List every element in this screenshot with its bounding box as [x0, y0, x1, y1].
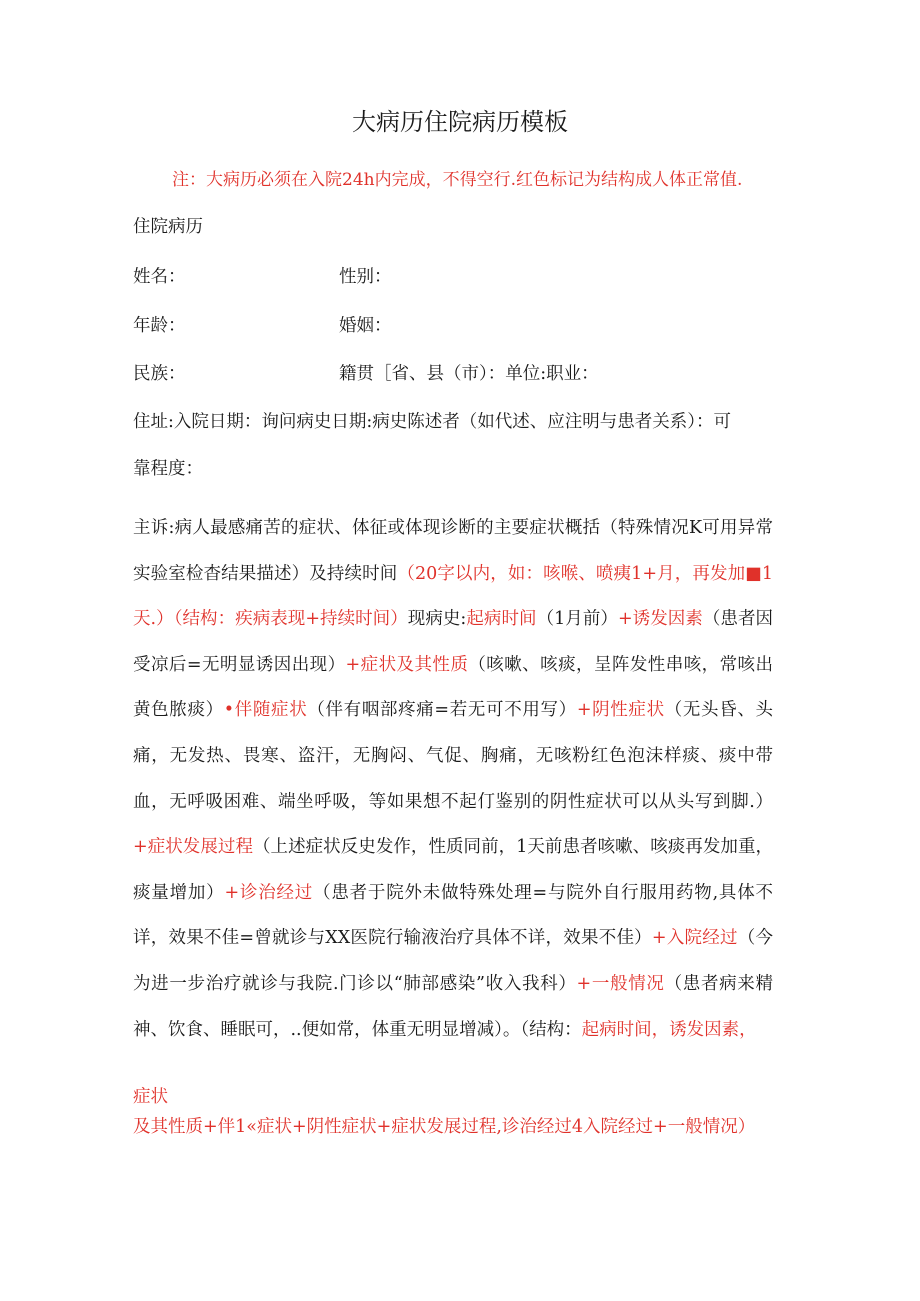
symptom-nature-label: +症状及其性质: [345, 654, 469, 675]
document-title: 大病历住院病历模板: [352, 108, 568, 136]
complaint-paragraph: [133, 506, 773, 1053]
notice-text: 注：大病历必须在入院24h内完成，不得空行.红色标记为结构成人体正常值.: [172, 170, 743, 190]
field-ethnicity: 民族：: [133, 364, 186, 384]
negative-symptom-label: +阴性症状: [576, 700, 665, 721]
onset-time-label: 起病时间: [466, 609, 537, 630]
field-sex: 性别：: [339, 267, 392, 287]
field-age: 年龄：: [133, 316, 186, 336]
treatment-example: （患者于院外未做特殊处理=与院外自行服用药物,具体不详，效果不佳=曾就诊与XX医院行输液治疗具体不详，效果不佳）: [133, 882, 773, 949]
accompanying-symptom-label: •伴随症状: [223, 700, 308, 721]
structure-note: 起病时间，诱发因素，: [581, 1019, 757, 1040]
field-address-line2: 靠程度：: [133, 459, 203, 479]
trigger-example: （患者因受凉后=无明显诱因出现）: [133, 609, 774, 675]
field-address-line1: 住址:入院日期：询问病史日期:病史陈述者（如代述、应注明与患者关系）：可: [133, 412, 732, 432]
field-marriage: 婚姻：: [339, 316, 392, 336]
progression-example: （上述症状反史发作，性质同前，1天前患者咳嗽、咳痰再发加重，痰量增加）: [133, 837, 773, 903]
admission-example: （今为进一步治疗就诊与我院.门诊以“肺部感染”收入我科）: [133, 928, 774, 994]
progression-label: +症状发展过程: [133, 837, 253, 858]
trigger-label: +诱发因素: [617, 609, 703, 630]
structure-summary-line1: 症状: [133, 1087, 168, 1107]
general-condition-example: （患者病来精神、饮食、睡眠可，..便如常，体重无明显增减）。（结构：: [133, 973, 773, 1040]
symptom-nature-example: （咳嗽、咳痰，呈阵发性串咳，常咳出黄色脓痰）: [133, 654, 773, 721]
field-native-place: 籍贯［省、县（市）：单位:职业：: [339, 364, 599, 384]
field-name: 姓名：: [133, 267, 186, 287]
negative-symptom-example: （无头昏、头痛，无发热、畏寒、盗汗，无胸闷、气促、胸痛，无咳粉红色泡沫样痰、痰中带血，无呼吸困难、端坐呼吸，等如果想不起仃鉴别的阴性症状可以从头写到脚.）: [133, 700, 774, 812]
general-condition-label: +一般情况: [576, 973, 665, 994]
treatment-label: +诊治经过: [224, 882, 314, 903]
onset-time-example: （1月前）: [536, 609, 618, 630]
complaint-text: 主诉:病人最感痛苦的症状、体征或体现诊断的主要症状概括（特殊情况K可用异常实验室检杳结果描述）及持续时间: [133, 518, 773, 584]
complaint-red-note: （20字以内，如：咳喉、喷痍1+月，再发加■1天.）（结构：疾病表现+持续时间）: [133, 563, 773, 630]
section-label: 住院病历: [133, 217, 203, 237]
admission-label: +入院经过: [651, 928, 738, 949]
accompanying-symptom-example: （伴有咽部疼痛=若无可不用写）: [307, 700, 577, 721]
history-label: 现病史:: [407, 609, 467, 630]
structure-summary: [133, 1082, 793, 1142]
structure-summary-line2: 及其性质+伴1«症状+阴性症状+症状发展过程,诊治经过4入院经过+一般情况）: [133, 1117, 756, 1137]
